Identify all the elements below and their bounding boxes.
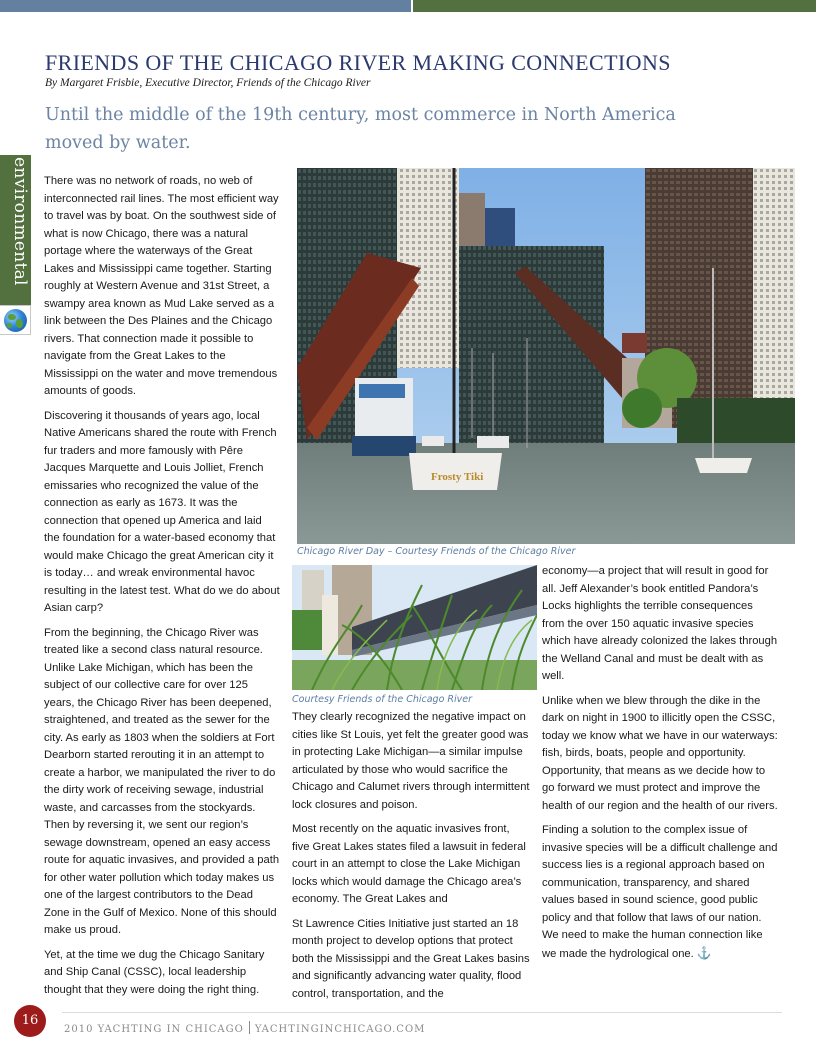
section-tab-label: environmental [10, 157, 30, 286]
footer [64, 1021, 425, 1035]
photo-illustration [297, 168, 795, 544]
photo-chicago-river-day [297, 168, 795, 544]
photo-caption-small: Courtesy Friends of the Chicago River [292, 694, 473, 705]
footer-separator [249, 1021, 250, 1034]
anchor-icon: ⚓ [696, 945, 712, 960]
paragraph: Discovering it thousands of years ago, local Native Americans shared the route with French fur traders and more famously with Pêre Jacques Marquette and Louis Jolliet, French emissaries who recognized the value of the connection as early as 1673. It was the connection that opened up America and laid the foundation for a water-based economy that would make Chicago the great American city it is today… and wreak environmental havoc resulting in the latest test. What do we do about Asian carp? [44, 409, 280, 614]
header-bar-blue [0, 0, 411, 12]
globe-box [0, 305, 31, 335]
paragraph: Unlike when we blew through the dike in the dark on night in 1900 to illicitly open the CSSC, today we know what we have in our waterways: fish, birds, boats, people and opportunity. Opportunity, that means as we decide how to go forward we must protect and improve the health of our region and the health of our rivers. [542, 694, 778, 812]
header-bar-green [413, 0, 816, 12]
photo-river-grasses [292, 565, 537, 690]
text-column-1 [44, 173, 280, 1006]
byline: By Margaret Frisbie, Executive Director, Friends of the Chicago River [45, 77, 371, 89]
section-tab [0, 155, 31, 305]
paragraph: They clearly recognized the negative impact on cities like St Louis, yet felt the greater good was in protecting Lake Michigan—a similar impulse articulated by those who would sacrifice the Chicago and Calumet rivers through intermittent lock closures and poison. [292, 711, 530, 811]
photo-illustration [292, 565, 537, 690]
photo-caption-main: Chicago River Day – Courtesy Friends of the Chicago River [297, 546, 576, 557]
text-column-2 [292, 709, 530, 1010]
deck-subhead: Until the middle of the 19th century, most commerce in North America moved by water. [45, 105, 676, 153]
paragraph-text: Finding a solution to the complex issue of invasive species will be a difficult challenge and success lies is a regional approach based on communication, transparency, and shared values based in sound science, good public policy and that follow that laws of our nation. We need to make the human connection like we made the hydrological one. [542, 824, 778, 960]
footer-publication: 2010 YACHTING IN CHICAGO [64, 1024, 244, 1035]
article-title: FRIENDS OF THE CHICAGO RIVER MAKING CONNECTIONS [45, 50, 671, 75]
text-column-3 [542, 563, 778, 970]
paragraph: There was no network of roads, no web of interconnected rail lines. The most efficient way to travel was by boat. On the southwest side of what is now Chicago, there was a natural portage where the waterways of the Great Lakes and Mississippi came together. Starting roughly at Western Avenue and 31st Street, a swampy area known as Mud Lake served as a link between the Des Plaines and the Chicago rivers. That connection made it possible to navigate from the Great Lakes to the Mississippi on the water and move tremendous amounts of goods. [44, 175, 279, 397]
paragraph: St Lawrence Cities Initiative just started an 18 month project to develop options that protect both the Mississippi and the Great Lakes basins and significantly advancing water quality, flood control, transportation, and the [292, 917, 530, 1000]
footer-divider [62, 1012, 782, 1013]
boat-name: Frosty Tiki [431, 471, 484, 483]
paragraph: economy—a project that will result in good for all. Jeff Alexander’s book entitled Pandora’s Locks highlights the terrible consequences from the over 150 aquatic invasive species which have already colonized the lakes through the Welland Canal and must be dealt with as well. [542, 565, 778, 682]
globe-icon [4, 309, 27, 332]
footer-website[interactable]: YACHTINGINCHICAGO.COM [254, 1024, 426, 1035]
paragraph: Most recently on the aquatic invasives front, five Great Lakes states filed a lawsuit in federal court in an attempt to close the Lake Michigan locks which would damage the Chicago area’s economy. The Great Lakes and [292, 823, 526, 905]
paragraph: Yet, at the time we dug the Chicago Sanitary and Ship Canal (CSSC), local leadership thought that they were doing the right thing. [44, 948, 265, 996]
paragraph [542, 822, 778, 963]
paragraph: From the beginning, the Chicago River was treated like a second class natural resource. Unlike Lake Michigan, which has been the subject of our collective care for over 125 years, the Chicago River has been deepened, straightened, and treated as the sewer for the city. As early as 1803 when the soldiers at Fort Dearborn started rerouting it in an attempt to create a harbor, we manipulated the river to do the dirty work of receiving sewage, industrial waste, and carcasses from the stockyards. Then by reversing it, we sent our region’s sewage downstream, opened an easy access route for aquatic invasives, and provided a path for other water pollution which today makes us one of the largest contributors to the Dead Zone in the Gulf of Mexico. None of this should make us proud. [44, 626, 280, 936]
page-number-badge: 16 [14, 1005, 46, 1037]
